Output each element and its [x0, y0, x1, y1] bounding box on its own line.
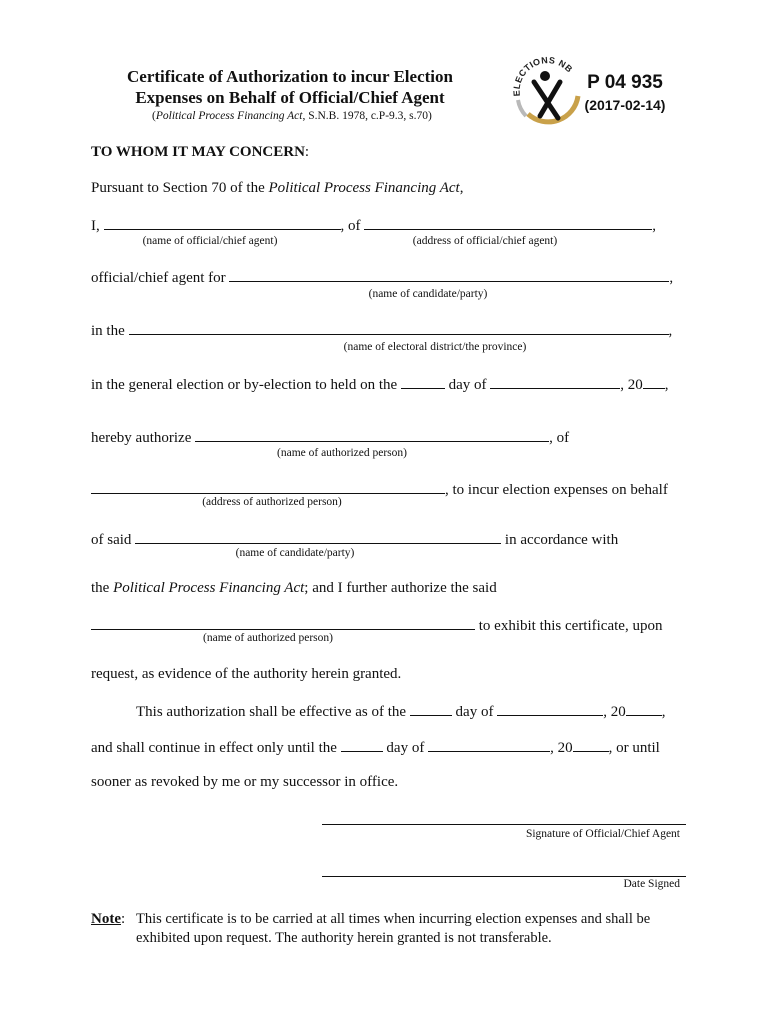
statute-citation: [152, 110, 432, 122]
continue-line: [91, 738, 660, 757]
effective-line: [136, 702, 665, 721]
further-line: [91, 580, 497, 597]
form-title-line2: Expenses on Behalf of Official/Chief Agent: [135, 88, 445, 107]
further-prefix: the: [91, 580, 114, 596]
salutation: [91, 144, 309, 161]
election-year-field[interactable]: [643, 375, 665, 389]
pursuant-line: [91, 180, 463, 197]
district-line: [91, 321, 672, 340]
authorized-name-field[interactable]: [195, 428, 549, 442]
accordance-suffix: in accordance with: [504, 532, 619, 548]
authorized-name-field-2[interactable]: [91, 616, 475, 630]
election-date-line: [91, 375, 669, 394]
effective-year-field[interactable]: [626, 702, 662, 716]
agent-line: [91, 216, 656, 235]
caption-authorized-name-2: (name of authorized person): [203, 632, 333, 644]
or-until: , or until: [608, 740, 660, 756]
election-day-of: day of: [448, 377, 487, 393]
authorized-address-field[interactable]: [91, 480, 445, 494]
until-day-of: day of: [386, 740, 425, 756]
incur-suffix: , to incur election expenses on behalf: [445, 482, 668, 498]
form-title-line1: Certificate of Authorization to incur Election: [127, 67, 453, 86]
continue-prefix: and shall continue in effect only until the: [91, 740, 337, 756]
logo-text: ELECTIONS NB: [511, 54, 575, 97]
of-said-label: of said: [91, 532, 132, 548]
pursuant-act: Political Process Financing Act: [268, 180, 460, 196]
signature-caption: Signature of Official/Chief Agent: [525, 828, 680, 840]
candidate-party-field-2[interactable]: [135, 530, 501, 544]
request-text: request, as evidence of the authority herein granted.: [91, 666, 402, 682]
effective-year-prefix: , 20: [603, 704, 626, 720]
caption-authorized-name: (name of authorized person): [277, 447, 407, 459]
citation-act: Political Process Financing Act: [155, 110, 303, 122]
salutation-colon: :: [304, 144, 310, 160]
citation-rest: , S.N.B. 1978, c.P-9.3, s.70): [302, 110, 432, 122]
until-year-prefix: , 20: [550, 740, 573, 756]
agent-for-line: [91, 268, 673, 287]
salutation-text: TO WHOM IT MAY CONCERN: [91, 144, 305, 160]
form-date: (2017-02-14): [584, 97, 666, 113]
note-colon: :: [121, 911, 126, 927]
pursuant-suffix: ,: [459, 180, 464, 196]
until-day-field[interactable]: [341, 738, 383, 752]
i-label: I,: [91, 218, 100, 234]
revoked-text: sooner as revoked by me or my successor in office.: [91, 774, 399, 790]
caption-candidate-party: (name of candidate/party): [368, 288, 488, 300]
of-label: , of: [340, 218, 361, 234]
caption-candidate-party-2: (name of candidate/party): [235, 547, 355, 559]
election-month-field[interactable]: [490, 375, 620, 389]
election-day-field[interactable]: [401, 375, 445, 389]
pursuant-prefix: Pursuant to Section 70 of the: [91, 180, 269, 196]
hereby-label: hereby authorize: [91, 430, 192, 446]
until-year-field[interactable]: [573, 738, 609, 752]
election-prefix: in the general election or by-election to held on the: [91, 377, 398, 393]
note-label-text: Note: [91, 911, 121, 927]
authorize-line: [91, 428, 569, 447]
caption-agent-name: (name of official/chief agent): [142, 235, 278, 247]
date-signed-field[interactable]: [322, 876, 686, 877]
signature-field[interactable]: [322, 824, 686, 825]
agent-for-label: official/chief agent for: [91, 270, 226, 286]
agent-address-field[interactable]: [364, 216, 652, 230]
note-label: [91, 911, 125, 928]
district-comma: ,: [668, 323, 673, 339]
form-title: [90, 66, 490, 108]
agent-line-comma: ,: [652, 218, 656, 234]
effective-day-field[interactable]: [410, 702, 452, 716]
election-comma: ,: [664, 377, 669, 393]
citation-paren: (: [152, 110, 156, 122]
further-suffix: ; and I further authorize the said: [304, 580, 497, 596]
effective-month-field[interactable]: [497, 702, 603, 716]
note-line2: exhibited upon request. The authority herein granted is not transferable.: [136, 930, 552, 946]
exhibit-suffix: to exhibit this certificate, upon: [478, 618, 663, 634]
caption-agent-address: (address of official/chief agent): [412, 235, 558, 247]
until-month-field[interactable]: [428, 738, 550, 752]
agent-for-comma: ,: [669, 270, 674, 286]
authorize-of: , of: [549, 430, 570, 446]
effective-prefix: This authorization shall be effective as of the: [136, 704, 407, 720]
form-number: P 04 935: [587, 72, 663, 93]
agent-name-field[interactable]: [104, 216, 341, 230]
note-line1: This certificate is to be carried at all times when incurring election expenses and shall be: [136, 911, 651, 927]
in-the-label: in the: [91, 323, 125, 339]
caption-district: (name of electoral district/the province): [343, 341, 527, 353]
candidate-party-field[interactable]: [229, 268, 669, 282]
effective-day-of: day of: [455, 704, 494, 720]
district-field[interactable]: [129, 321, 669, 335]
election-year-prefix: , 20: [620, 377, 643, 393]
further-act: Political Process Financing Act: [113, 580, 305, 596]
caption-authorized-address: (address of authorized person): [202, 496, 342, 508]
date-signed-caption: Date Signed: [623, 878, 680, 890]
effective-end: ,: [661, 704, 666, 720]
